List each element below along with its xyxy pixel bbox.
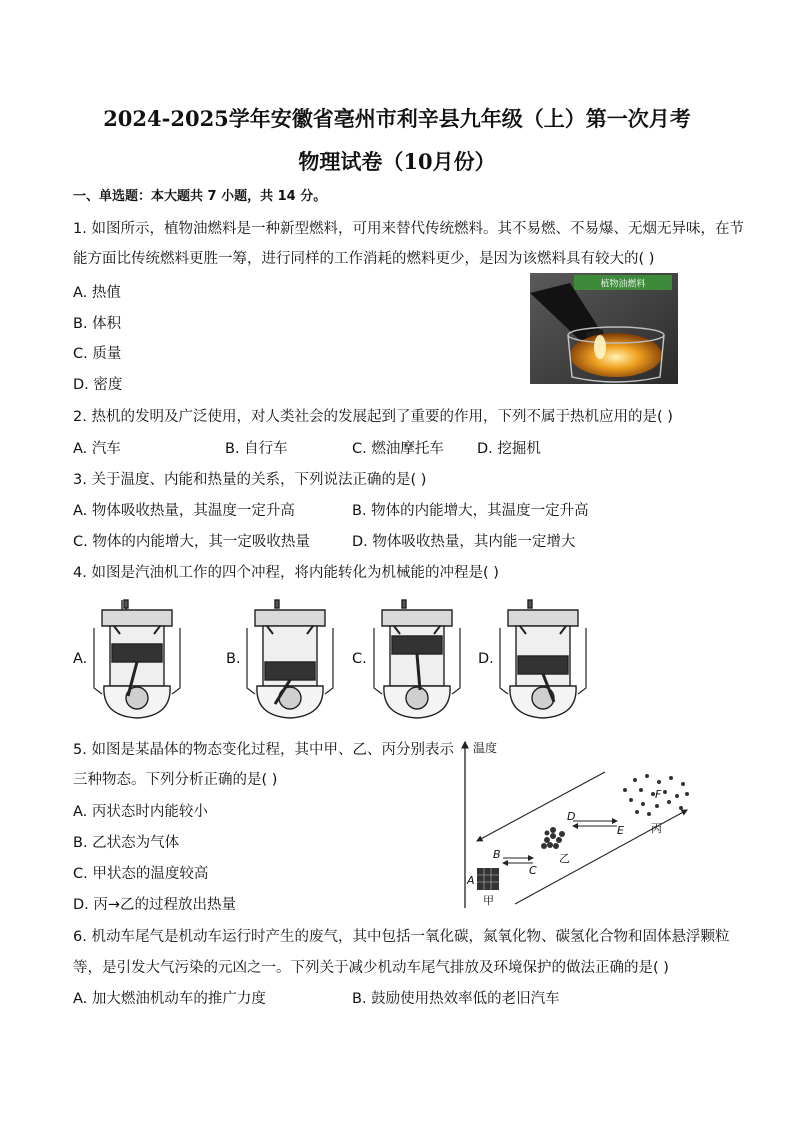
- q5-stem-line1: 5. 如图是某晶体的物态变化过程，其中甲、乙、丙分别表示: [73, 742, 454, 758]
- q5-option-d: D. 丙→乙的过程放出热量: [73, 897, 237, 913]
- q4-option-d: D.: [478, 651, 494, 667]
- point-e-label: E: [617, 824, 624, 837]
- fuel-photo-label: 植物油燃料: [600, 279, 646, 290]
- exam-title-line1: 2024-2025学年安徽省亳州市利辛县九年级（上）第一次月考: [103, 106, 691, 131]
- state-yi-label: 乙: [559, 852, 570, 865]
- q3-option-d: D. 物体吸收热量，其内能一定增大: [352, 534, 576, 550]
- temperature-axis-label: 温度: [473, 741, 498, 755]
- q3-option-c: C. 物体的内能增大，其一定吸收热量: [73, 534, 310, 550]
- q6-option-a: A. 加大燃油机动车的推广力度: [73, 991, 266, 1007]
- q5-option-a: A. 丙状态时内能较小: [73, 804, 208, 820]
- q4-option-b: B.: [226, 651, 241, 667]
- q3-option-a: A. 物体吸收热量，其温度一定升高: [73, 503, 295, 519]
- state-bing-label: 丙: [651, 822, 662, 835]
- q5-stem-line2: 三种物态。下列分析正确的是( ): [73, 772, 278, 788]
- q5-option-b: B. 乙状态为气体: [73, 835, 180, 851]
- q1-option-c: C. 质量: [73, 346, 122, 362]
- q2-option-b: B. 自行车: [225, 441, 288, 457]
- q6-option-b: B. 鼓励使用热效率低的老旧汽车: [352, 991, 560, 1007]
- q2-stem: 2. 热机的发明及广泛使用，对人类社会的发展起到了重要的作用，下列不属于热机应用的是( ): [73, 409, 673, 425]
- q2-option-d: D. 挖掘机: [477, 441, 541, 457]
- point-d-label: D: [567, 810, 576, 823]
- exam-title-line2: 物理试卷（10月份）: [298, 149, 496, 174]
- q2-option-a: A. 汽车: [73, 441, 121, 457]
- engine-stroke-c-diagram: [362, 598, 472, 720]
- section-heading: 一、单选题：本大题共 7 小题，共 14 分。: [73, 189, 327, 204]
- q5-option-c: C. 甲状态的温度较高: [73, 866, 209, 882]
- liquid-state-cluster: [541, 827, 565, 849]
- cooling-arrow: [477, 772, 605, 841]
- q1-option-a: A. 热值: [73, 285, 121, 301]
- q6-stem-line2: 等，是引发大气污染的元凶之一。下列关于减少机动车尾气排放及环境保护的做法正确的是( ): [73, 960, 669, 976]
- engine-stroke-b-diagram: [235, 598, 345, 720]
- point-b-label: B: [493, 848, 501, 861]
- q1-option-d: D. 密度: [73, 377, 123, 393]
- engine-stroke-d-diagram: [488, 598, 598, 720]
- q4-option-c: C.: [352, 651, 367, 667]
- fuel-photo-illustration: [530, 273, 678, 384]
- q4-stem: 4. 如图是汽油机工作的四个冲程，将内能转化为机械能的冲程是( ): [73, 565, 499, 581]
- q3-stem: 3. 关于温度、内能和热量的关系，下列说法正确的是( ): [73, 472, 427, 488]
- q3-option-b: B. 物体的内能增大，其温度一定升高: [352, 503, 589, 519]
- engine-stroke-a-diagram: [82, 598, 192, 720]
- vegetable-oil-fuel-photo: [530, 273, 678, 384]
- q2-option-c: C. 燃油摩托车: [352, 441, 444, 457]
- q1-stem-line1: 1. 如图所示，植物油燃料是一种新型燃料，可用来替代传统燃料。其不易燃、不易爆、无烟无异味，在节: [73, 221, 744, 237]
- point-f-label: F: [655, 788, 662, 801]
- q1-stem-line2: 能方面比传统燃料更胜一筹，进行同样的工作消耗的燃料更少，是因为该燃料具有较大的( ): [73, 251, 655, 267]
- state-jia-label: 甲: [483, 894, 494, 907]
- q6-stem-line1: 6. 机动车尾气是机动车运行时产生的废气，其中包括一氧化碳，氮氧化物、碳氢化合物和固体悬浮颗粒: [73, 929, 730, 945]
- solid-state-block: [477, 868, 499, 890]
- q1-option-b: B. 体积: [73, 316, 122, 332]
- point-a-label: A: [467, 874, 475, 887]
- state-change-diagram: [455, 736, 705, 911]
- q4-option-a: A.: [73, 651, 88, 667]
- point-c-label: C: [529, 864, 537, 877]
